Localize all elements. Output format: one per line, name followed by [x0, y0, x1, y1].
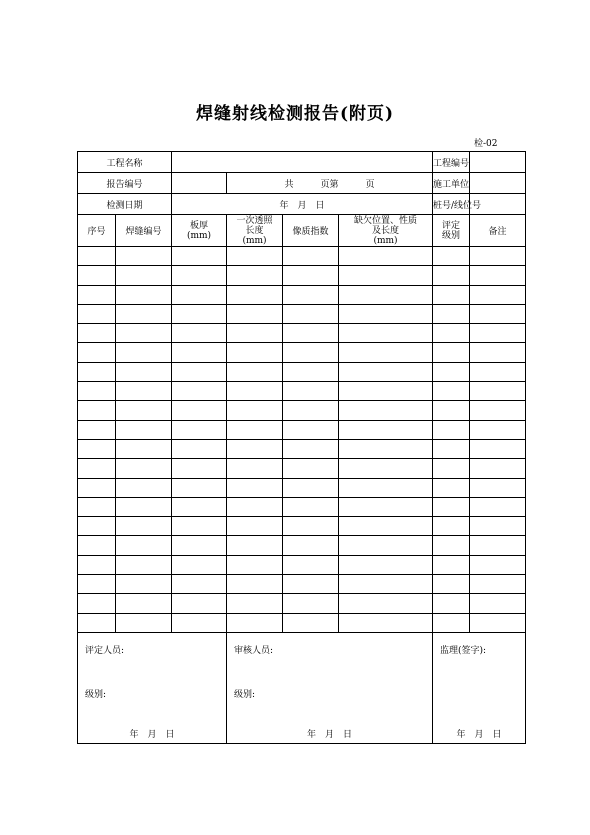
col-length-unit: (mm) [242, 235, 267, 246]
construction-unit-field[interactable] [470, 173, 526, 194]
table-cell[interactable] [227, 594, 283, 613]
table-cell[interactable] [283, 382, 339, 401]
table-row [78, 439, 526, 458]
supervisor-block[interactable] [433, 632, 526, 743]
table-cell[interactable] [78, 382, 116, 401]
table-cell[interactable] [78, 401, 116, 420]
table-cell[interactable] [283, 304, 339, 323]
table-cell[interactable] [283, 285, 339, 304]
table-cell[interactable] [433, 401, 470, 420]
col-thickness-unit: (mm) [186, 230, 212, 241]
table-cell[interactable] [227, 247, 283, 266]
table-cell[interactable] [116, 343, 172, 362]
table-cell[interactable] [227, 517, 283, 536]
table-cell[interactable] [116, 459, 172, 478]
table-cell[interactable] [470, 247, 526, 266]
table-cell[interactable] [339, 459, 433, 478]
table-cell[interactable] [116, 497, 172, 516]
table-cell[interactable] [116, 555, 172, 574]
table-cell[interactable] [227, 324, 283, 343]
table-cell[interactable] [116, 517, 172, 536]
table-cell[interactable] [78, 362, 116, 381]
table-cell[interactable] [339, 439, 433, 458]
table-cell[interactable] [172, 575, 227, 594]
table-cell[interactable] [116, 613, 172, 632]
table-cell[interactable] [78, 459, 116, 478]
table-cell[interactable] [172, 555, 227, 574]
col-defect-unit: (mm) [373, 235, 398, 246]
table-cell[interactable] [283, 478, 339, 497]
table-cell[interactable] [433, 575, 470, 594]
table-cell[interactable] [172, 497, 227, 516]
table-cell[interactable] [227, 362, 283, 381]
col-exposure-length [227, 215, 283, 247]
table-cell[interactable] [78, 285, 116, 304]
table-cell[interactable] [433, 382, 470, 401]
table-cell[interactable] [227, 304, 283, 323]
table-cell[interactable] [116, 478, 172, 497]
table-cell[interactable] [470, 401, 526, 420]
reviewer-block[interactable] [227, 632, 433, 743]
table-cell[interactable] [78, 517, 116, 536]
report-no-row [78, 173, 526, 194]
table-cell[interactable] [227, 613, 283, 632]
evaluator-label: 评定人员: [85, 645, 125, 656]
table-cell[interactable] [116, 594, 172, 613]
table-cell[interactable] [339, 594, 433, 613]
page-count-text: 共 页第 页 [227, 173, 433, 194]
project-no-field[interactable] [470, 152, 526, 173]
report-no-label: 报告编号 [78, 173, 172, 194]
table-cell[interactable] [78, 594, 116, 613]
table-cell[interactable] [172, 343, 227, 362]
table-cell[interactable] [283, 594, 339, 613]
table-cell[interactable] [339, 247, 433, 266]
table-cell[interactable] [339, 304, 433, 323]
table-cell[interactable] [227, 497, 283, 516]
table-cell[interactable] [470, 304, 526, 323]
table-row [78, 459, 526, 478]
table-cell[interactable] [283, 613, 339, 632]
table-cell[interactable] [116, 420, 172, 439]
table-cell[interactable] [172, 517, 227, 536]
table-cell[interactable] [172, 362, 227, 381]
table-cell[interactable] [78, 304, 116, 323]
table-cell[interactable] [339, 401, 433, 420]
table-cell[interactable] [78, 439, 116, 458]
table-row [78, 304, 526, 323]
project-no-label: 工程编号 [433, 152, 470, 173]
table-cell[interactable] [78, 478, 116, 497]
table-cell[interactable] [227, 382, 283, 401]
table-row [78, 420, 526, 439]
test-date-row [78, 194, 526, 215]
table-row [78, 613, 526, 632]
table-cell[interactable] [283, 247, 339, 266]
table-cell[interactable] [172, 478, 227, 497]
table-cell[interactable] [78, 324, 116, 343]
table-cell[interactable] [470, 420, 526, 439]
table-cell[interactable] [227, 439, 283, 458]
table-cell[interactable] [433, 439, 470, 458]
table-row [78, 382, 526, 401]
table-cell[interactable] [116, 362, 172, 381]
table-cell[interactable] [470, 478, 526, 497]
table-cell[interactable] [283, 497, 339, 516]
table-cell[interactable] [283, 324, 339, 343]
table-cell[interactable] [433, 613, 470, 632]
table-cell[interactable] [470, 324, 526, 343]
table-cell[interactable] [339, 324, 433, 343]
table-cell[interactable] [78, 536, 116, 555]
table-cell[interactable] [172, 536, 227, 555]
table-cell[interactable] [433, 304, 470, 323]
col-length-line2: 长度 [245, 225, 264, 236]
table-cell[interactable] [339, 478, 433, 497]
construction-unit-label: 施工单位 [433, 173, 470, 194]
reviewer-label: 审核人员: [234, 645, 274, 656]
table-cell[interactable] [172, 613, 227, 632]
table-cell[interactable] [227, 266, 283, 285]
table-cell[interactable] [116, 401, 172, 420]
table-cell[interactable] [172, 459, 227, 478]
table-cell[interactable] [470, 536, 526, 555]
table-cell[interactable] [172, 304, 227, 323]
report-no-field[interactable] [172, 173, 227, 194]
report-table [77, 151, 526, 744]
table-cell[interactable] [470, 459, 526, 478]
table-cell[interactable] [283, 420, 339, 439]
table-row [78, 247, 526, 266]
table-cell[interactable] [283, 439, 339, 458]
reviewer-grade-label: 级别: [234, 689, 256, 700]
table-row [78, 324, 526, 343]
table-cell[interactable] [433, 459, 470, 478]
table-cell[interactable] [78, 247, 116, 266]
table-cell[interactable] [470, 575, 526, 594]
table-row [78, 401, 526, 420]
table-cell[interactable] [283, 362, 339, 381]
col-grade-line2: 级别 [442, 230, 461, 241]
table-cell[interactable] [433, 266, 470, 285]
table-cell[interactable] [172, 594, 227, 613]
table-cell[interactable] [470, 517, 526, 536]
table-cell[interactable] [78, 613, 116, 632]
table-cell[interactable] [433, 285, 470, 304]
table-cell[interactable] [116, 266, 172, 285]
table-cell[interactable] [283, 459, 339, 478]
table-row [78, 517, 526, 536]
table-cell[interactable] [78, 575, 116, 594]
table-row [78, 362, 526, 381]
table-cell[interactable] [116, 382, 172, 401]
table-cell[interactable] [116, 304, 172, 323]
table-cell[interactable] [78, 343, 116, 362]
table-cell[interactable] [470, 555, 526, 574]
col-defect-line1: 缺欠位置、性质 [354, 215, 418, 226]
table-cell[interactable] [470, 497, 526, 516]
test-date-field[interactable]: 年 月 日 [172, 194, 433, 215]
table-cell[interactable] [116, 285, 172, 304]
table-cell[interactable] [227, 401, 283, 420]
table-cell[interactable] [283, 266, 339, 285]
evaluator-date: 年 月 日 [129, 729, 175, 740]
table-cell[interactable] [172, 247, 227, 266]
col-seq: 序号 [78, 215, 116, 247]
col-iqi: 像质指数 [283, 215, 339, 247]
table-cell[interactable] [339, 536, 433, 555]
table-cell[interactable] [172, 401, 227, 420]
table-cell[interactable] [339, 382, 433, 401]
supervisor-date: 年 月 日 [456, 729, 502, 740]
table-cell[interactable] [227, 478, 283, 497]
project-name-row [78, 152, 526, 173]
table-cell[interactable] [283, 575, 339, 594]
table-cell[interactable] [339, 343, 433, 362]
col-remark: 备注 [470, 215, 526, 247]
table-row [78, 497, 526, 516]
table-row [78, 575, 526, 594]
table-cell[interactable] [116, 247, 172, 266]
table-cell[interactable] [433, 324, 470, 343]
table-cell[interactable] [339, 613, 433, 632]
supervisor-label: 监理(签字): [440, 645, 487, 656]
table-row [78, 343, 526, 362]
table-cell[interactable] [339, 497, 433, 516]
table-cell[interactable] [433, 497, 470, 516]
table-cell[interactable] [339, 266, 433, 285]
table-cell[interactable] [172, 439, 227, 458]
project-name-label: 工程名称 [78, 152, 172, 173]
table-row [78, 478, 526, 497]
report-title: 焊缝射线检测报告(附页) [195, 104, 395, 124]
table-cell[interactable] [339, 285, 433, 304]
column-header-row [78, 215, 526, 247]
col-grade [433, 215, 470, 247]
table-cell[interactable] [227, 555, 283, 574]
col-thickness [172, 215, 227, 247]
table-cell[interactable] [433, 343, 470, 362]
table-cell[interactable] [433, 517, 470, 536]
table-cell[interactable] [433, 594, 470, 613]
table-cell[interactable] [227, 420, 283, 439]
table-cell[interactable] [227, 459, 283, 478]
table-cell[interactable] [470, 343, 526, 362]
test-date-label: 检测日期 [78, 194, 172, 215]
table-cell[interactable] [433, 536, 470, 555]
table-cell[interactable] [433, 362, 470, 381]
table-row [78, 594, 526, 613]
table-cell[interactable] [339, 420, 433, 439]
signature-row [78, 632, 526, 743]
col-length-line1: 一次透照 [236, 215, 273, 226]
pile-line-label: 桩号/线位号 [433, 194, 470, 215]
table-cell[interactable] [283, 555, 339, 574]
evaluator-block[interactable] [78, 632, 227, 743]
table-cell[interactable] [470, 285, 526, 304]
table-cell[interactable] [172, 266, 227, 285]
table-cell[interactable] [172, 324, 227, 343]
table-cell[interactable] [433, 247, 470, 266]
table-cell[interactable] [116, 439, 172, 458]
table-cell[interactable] [172, 285, 227, 304]
table-cell[interactable] [433, 555, 470, 574]
evaluator-grade-label: 级别: [85, 689, 107, 700]
table-cell[interactable] [433, 420, 470, 439]
reviewer-date: 年 月 日 [307, 729, 353, 740]
col-defect-line2: 及长度 [372, 225, 400, 236]
project-name-field[interactable] [172, 152, 433, 173]
table-row [78, 536, 526, 555]
table-cell[interactable] [116, 324, 172, 343]
table-cell[interactable] [470, 439, 526, 458]
table-cell[interactable] [470, 266, 526, 285]
table-row [78, 285, 526, 304]
table-cell[interactable] [227, 343, 283, 362]
table-cell[interactable] [78, 266, 116, 285]
table-cell[interactable] [116, 575, 172, 594]
table-cell[interactable] [227, 285, 283, 304]
col-weld-no: 焊缝编号 [116, 215, 172, 247]
table-cell[interactable] [227, 536, 283, 555]
table-cell[interactable] [172, 420, 227, 439]
table-cell[interactable] [283, 343, 339, 362]
table-cell[interactable] [116, 536, 172, 555]
table-cell[interactable] [78, 555, 116, 574]
table-cell[interactable] [339, 555, 433, 574]
table-cell[interactable] [78, 497, 116, 516]
table-row [78, 555, 526, 574]
table-row [78, 266, 526, 285]
col-thickness-line1: 板厚 [190, 220, 209, 231]
table-cell[interactable] [339, 575, 433, 594]
table-cell[interactable] [78, 420, 116, 439]
col-defect [339, 215, 433, 247]
table-cell[interactable] [470, 382, 526, 401]
table-cell[interactable] [470, 362, 526, 381]
table-cell[interactable] [339, 362, 433, 381]
table-cell[interactable] [470, 594, 526, 613]
table-cell[interactable] [433, 478, 470, 497]
table-cell[interactable] [470, 613, 526, 632]
table-cell[interactable] [227, 575, 283, 594]
table-cell[interactable] [283, 517, 339, 536]
table-cell[interactable] [283, 536, 339, 555]
col-grade-line1: 评定 [442, 220, 461, 231]
form-code: 检-02 [474, 139, 498, 149]
table-cell[interactable] [283, 401, 339, 420]
table-cell[interactable] [172, 382, 227, 401]
table-cell[interactable] [339, 517, 433, 536]
